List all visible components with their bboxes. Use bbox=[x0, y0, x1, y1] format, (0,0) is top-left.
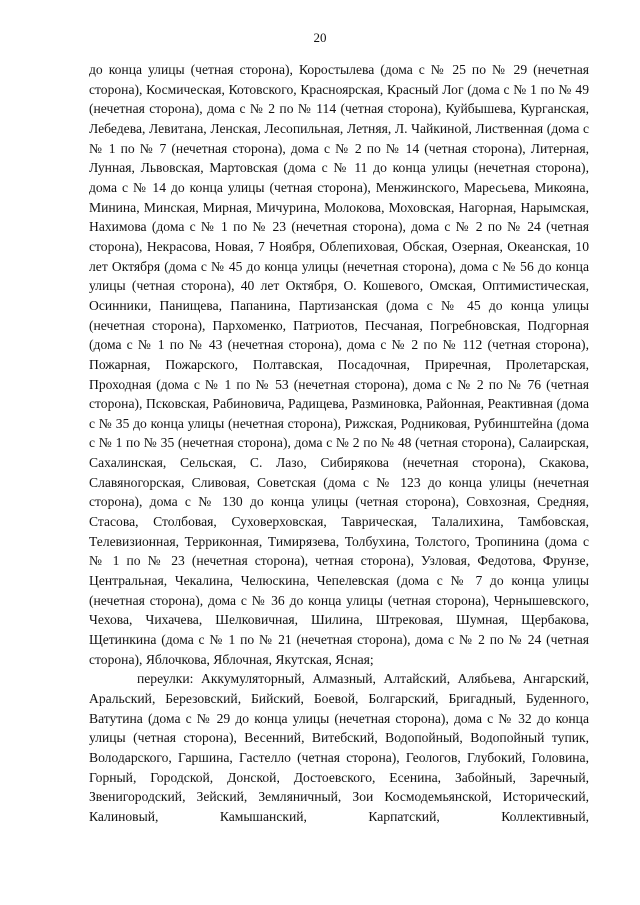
document-body bbox=[89, 60, 589, 827]
paragraph-text: до конца улицы (четная сторона), Коростылева (дома с № 25 по № 29 (нечетная сторона), Космическая, Котовского, Красноярская, Красный Лог (дома с № 1 по № 49 (нечетная сторона), дома с № 2 по № 114 (четная сторона), Куйбышева, Курганская, Лебедева, Левитана, Ленская, Лесопильная, Летняя, Л. Чайкиной, Лиственная (дома с № 1 по № 7 (нечетная сторона), дома с № 2 по № 14 (четная сторона), Литерная, Лунная, Львовская, Мартовская (дома с № 11 до конца улицы (нечетная сторона), дома с № 14 до конца улицы (четная сторона), Менжинского, Маресьева, Микояна, Минина, Минская, Мирная, Мичурина, Молокова, Моховская, Нагорная, Нарымская, Нахимова (дома с № 1 по № 23 (нечетная сторона), дома с № 2 по № 24 (четная сторона), Некрасова, Новая, 7 Ноября, Облепиховая, Обская, Озерная, Океанская, 10 лет Октября (дома с № 45 до конца улицы (нечетная сторона), дома с № 56 до конца улицы (четная сторона), 40 лет Октября, О. Кошевого, Омская, Оптимистическая, Осинники, Панищева, Папанина, Партизанская (дома с № 45 до конца улицы (нечетная сторона), Пархоменко, Патриотов, Песчаная, Погребновская, Подгорная (дома с № 1 по № 43 (нечетная сторона), дома с № 2 по № 112 (четная сторона), Пожарная, Пожарского, Полтавская, Посадочная, Приречная, Пролетарская, Проходная (дома с № 1 по № 53 (нечетная сторона), дома с № 2 по № 76 (четная сторона), Псковская, Рабиновича, Радищева, Разминовка, Районная, Реактивная (дома с № 35 до конца улицы (нечетная сторона), Рижская, Родниковая, Рубинштейна (дома с № 1 по № 35 (нечетная сторона), дома с № 2 по № 48 (четная сторона), Салаирская, Сахалинская, Сельская, С. Лазо, Сибирякова (нечетная сторона), Скакова, Славяногорская, Сливовая, Советская (дома с № 123 до конца улицы (нечетная сторона), дома с № 130 до конца улицы (четная сторона), Совхозная, Средняя, Стасова, Столбовая, Суховерховская, Таврическая, Талалихина, Тамбовская, Телевизионная, Терриконная, Тимирязева, Толбухина, Толстого, Тропинина (дома с № 1 по № 23 (нечетная сторона), четная сторона), Узловая, Федотова, Фрунзе, Центральная, Чекалина, Челюскина, Чепелевская (дома с № 7 до конца улицы (нечетная сторона), дома с № 36 до конца улицы (четная сторона), Чернышевского, Чехова, Чихачева, Шелковичная, Шилина, Штрековая, Шумная, Щербакова, Щетинкина (дома с № 1 по № 21 (нечетная сторона), дома с № 2 по № 24 (четная сторона), Яблочкова, Яблочная, Якутская, Ясная; bbox=[89, 62, 589, 667]
page-number: 20 bbox=[313, 30, 327, 45]
lane-list-paragraph bbox=[89, 669, 589, 826]
street-list-paragraph bbox=[89, 60, 589, 669]
paragraph-text: переулки: Аккумуляторный, Алмазный, Алтайский, Алябьева, Ангарский, Аральский, Березовский, Бийский, Боевой, Болгарский, Бригадный, Буденного, Ватутина (дома с № 29 до конца улицы (нечетная сторона), дома с № 32 до конца улицы (четная сторона), Весенний, Витебский, Водопойный, Водопойный тупик, Володарского, Гаршина, Гастелло (четная сторона), Геологов, Глубокий, Головина, Горный, Городской, Донской, Достоевского, Есенина, Забойный, Заречный, Звенигородский, Зейский, Земляничный, Зои Космодемьянской, Исторический, Калиновый, Камышанский, Карпатский, Коллективный, bbox=[89, 671, 589, 824]
